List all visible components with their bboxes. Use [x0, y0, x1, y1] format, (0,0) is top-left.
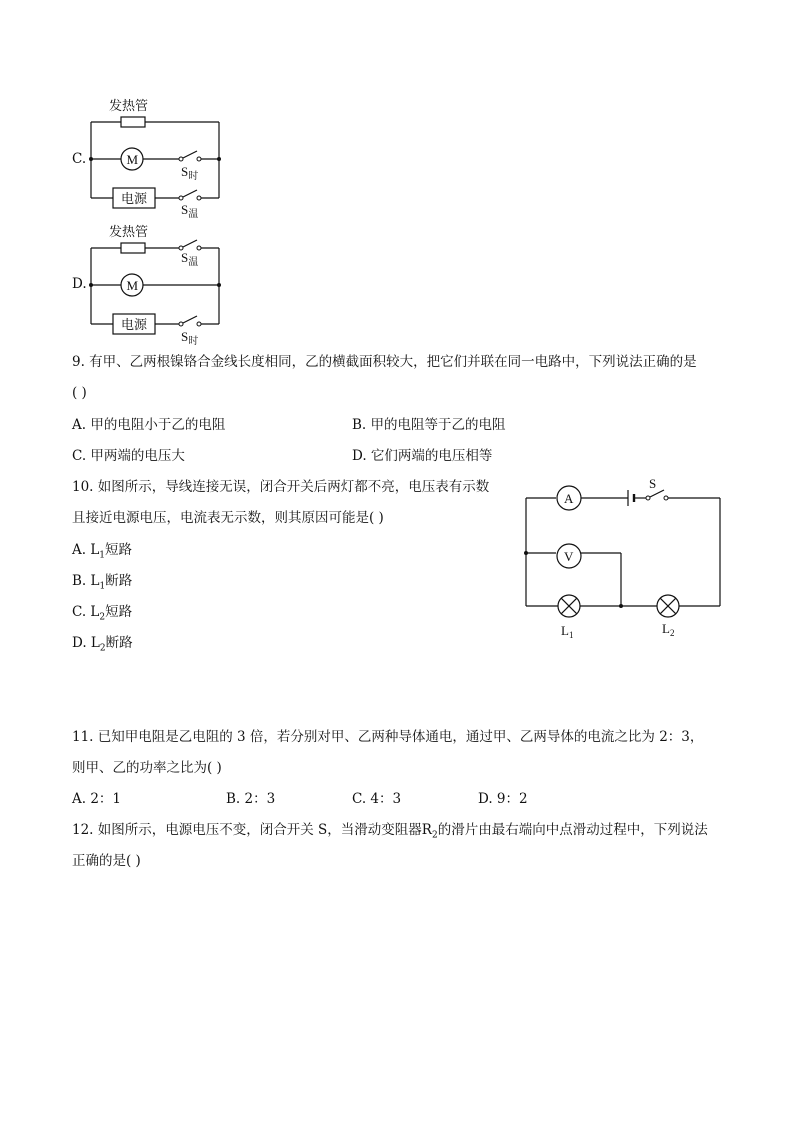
q10-option-c[interactable]: C. $L_2$短路 — [72, 604, 133, 623]
circuit-diagram-option-c — [85, 92, 235, 222]
svg-text:S: S — [649, 476, 657, 491]
heater-resistor — [121, 117, 145, 127]
svg-text:电源: 电源 — [121, 317, 148, 332]
switch-timer — [183, 316, 197, 323]
q11-option-b[interactable]: B. 2：3 — [226, 791, 276, 807]
switch-temp — [183, 240, 197, 247]
q10-stem-line1: 10. 如图所示，导线连接无误，闭合开关后两灯都不亮，电压表有示数 — [72, 479, 490, 495]
q11-option-a[interactable]: A. 2：1 — [72, 791, 122, 807]
q9-option-a[interactable]: A. 甲的电阻小于乙的电阻 — [72, 417, 226, 433]
q9-option-b[interactable]: B. 甲的电阻等于乙的电阻 — [352, 417, 506, 433]
heater-resistor — [121, 243, 145, 253]
q11-option-d[interactable]: D. 9：2 — [478, 791, 528, 807]
q11-option-c[interactable]: C. 4：3 — [352, 791, 402, 807]
switch-timer — [183, 151, 197, 158]
svg-text:M: M — [126, 278, 139, 293]
switch-s — [650, 490, 664, 497]
svg-text:S时: $S_时$ — [181, 329, 199, 346]
q9-option-c[interactable]: C. 甲两端的电压大 — [72, 448, 185, 464]
q10-option-b[interactable]: B. $L_1$断路 — [72, 573, 133, 592]
svg-text:S温: $S_温$ — [181, 202, 199, 220]
q12-stem-line1: 12. 如图所示，电源电压不变，闭合开关 S，当滑动变阻器$R_2$的滑片由最右端向中点滑动过程中，下列说法 — [72, 822, 708, 841]
svg-text:M: M — [126, 152, 139, 167]
svg-text:L1: $L_1$ — [561, 623, 574, 640]
q10-stem-line2: 且接近电源电压，电流表无示数，则其原因可能是( ) — [72, 510, 384, 526]
q11-stem-line2: 则甲、乙的功率之比为( ) — [72, 760, 222, 776]
svg-text:电源: 电源 — [121, 191, 148, 206]
svg-text:S时: $S_时$ — [181, 164, 199, 182]
svg-text:V: V — [564, 549, 574, 564]
q9-option-d[interactable]: D. 它们两端的电压相等 — [352, 448, 493, 464]
q10-option-a[interactable]: A. $L_1$短路 — [72, 542, 133, 561]
svg-text:S温: $S_温$ — [181, 250, 199, 268]
q9-answer-blank: ( ) — [72, 385, 87, 401]
q9-stem: 9. 有甲、乙两根镍铬合金线长度相同，乙的横截面积较大，把它们并联在同一电路中，下列说法正确的是 — [72, 354, 697, 370]
svg-text:L2: $L_2$ — [662, 621, 675, 638]
heater-label: 发热管 — [109, 98, 149, 113]
circuit-diagram-option-d — [85, 218, 235, 346]
q10-circuit-diagram — [518, 476, 730, 644]
option-c-label[interactable]: C. — [72, 151, 87, 167]
q11-stem-line1: 11. 已知甲电阻是乙电阻的 3 倍，若分别对甲、乙两种导体通电，通过甲、乙两导体的电流之比为 2：3， — [72, 729, 704, 745]
option-d-label[interactable]: D. — [72, 276, 87, 292]
svg-text:发热管: 发热管 — [109, 224, 149, 239]
switch-temp — [183, 190, 197, 197]
svg-text:A: A — [564, 491, 574, 506]
q10-option-d[interactable]: D. $L_2$断路 — [72, 635, 133, 654]
q12-stem-line2: 正确的是( ) — [72, 853, 141, 869]
